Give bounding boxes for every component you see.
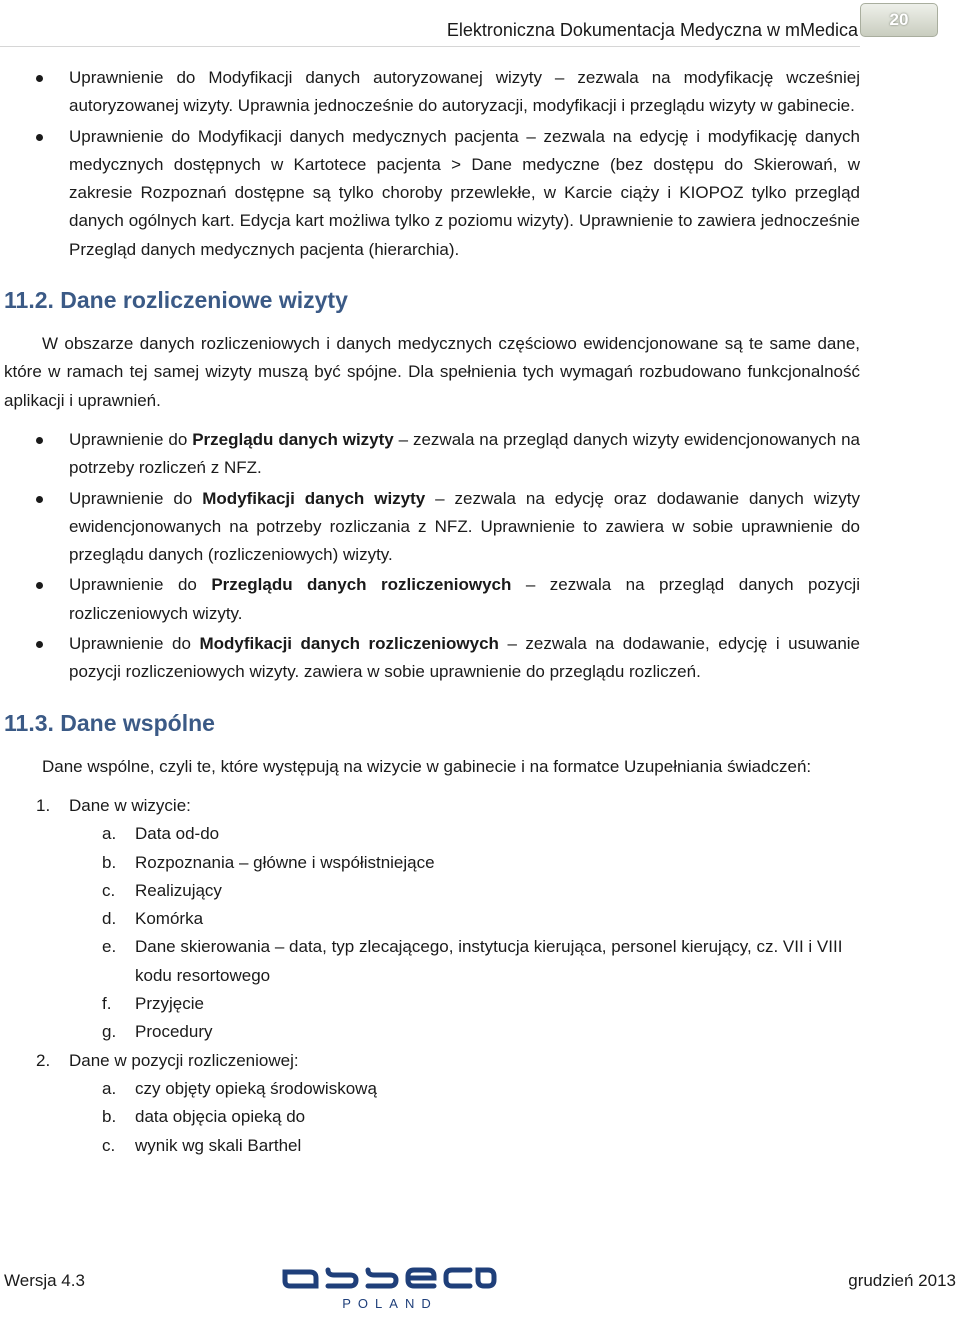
sub-list-item [102,849,861,877]
sub-item-letter: d. [102,909,117,929]
sub-item-letter: e. [102,937,117,957]
bullet-text: Uprawnienie do Modyfikacji danych medycznych pacjenta – zezwala na edycję i modyfikację danych medycznych dostępnych w Kartotece pacjenta > Dane medyczne (bez dostępu do Skierowań, w zakresie Rozpoznań dostępne są tylko choroby przewlekłe, w Karcie ciąży i KIOPOZ tylko przegląd danych ogólnych kart. Edycja kart możliwa tylko z poziomu wizyty). Uprawnienie to zawiera jednocześnie Przegląd danych medycznych pacjenta (hierarchia). [69,126,860,259]
sub-item-letter: a. [102,824,117,844]
bullet-text: Uprawnienie do [69,488,203,508]
bullet-bold-text: Modyfikacji danych rozliczeniowych [199,634,499,654]
bullet-bold-text: Modyfikacji danych wizyty [202,488,426,508]
sub-list-item [102,1075,861,1103]
sub-list [69,820,960,1046]
bullet-text: – zezwala na przegląd danych wizyty ewidencjonowanych na potrzeby rozliczeń z NFZ. [69,429,860,478]
sub-list-item [102,1018,861,1046]
bullet-dot-icon [36,437,43,444]
sub-item-text: Realizujący [135,880,222,900]
bullet-item [69,123,860,264]
sub-item-letter: a. [102,1078,117,1098]
footer-date: grudzień 2013 [848,1271,956,1290]
bullet-item [69,630,860,687]
sub-list-item [102,1132,861,1160]
asseco-logo [280,1266,500,1317]
bullet-item [69,426,860,483]
bullet-item [69,571,860,628]
item-label: Dane w wizycie: [69,795,191,815]
bullet-text: Uprawnienie do [69,575,212,595]
section-heading-11-2: 11.2. Dane rozliczeniowe wizyty [4,287,348,314]
section-heading-11-3: 11.3. Dane wspólne [4,709,215,736]
bullet-list-11-2 [0,426,960,687]
item-number: 2. [36,1050,51,1070]
bullet-text: – zezwala na przegląd danych pozycji rozliczeniowych wizyty. [69,575,860,623]
sub-item-letter: b. [102,852,117,872]
page-content [0,64,960,1160]
sub-item-letter: g. [102,1022,117,1042]
sub-item-text: czy objęty opieką środowiskową [135,1078,377,1098]
sub-item-letter: c. [102,1135,116,1155]
sub-item-text: wynik wg skali Barthel [135,1135,302,1155]
sub-list-item [102,1103,861,1131]
bullet-item [69,64,860,121]
document-header-title: Elektroniczna Dokumentacja Medyczna w mMedica [446,20,858,40]
sub-list-item [102,905,861,933]
page-number-badge: 20 [860,3,938,37]
sub-item-letter: c. [102,880,116,900]
bullet-text: Uprawnienie do [69,429,193,449]
sub-item-text: Przyjęcie [135,994,204,1014]
sub-list-item [102,877,861,905]
sub-item-letter: f. [102,994,112,1014]
header-divider [0,46,860,47]
logo-poland-text: POLAND [342,1296,438,1311]
numbered-item [36,792,960,1047]
bullet-text: Uprawnienie do [69,634,200,654]
bullet-list-top [0,64,960,264]
bullet-bold-text: Przeglądu danych wizyty [192,429,394,449]
bullet-bold-text: Przeglądu danych rozliczeniowych [211,575,512,595]
bullet-text: – zezwala na dodawanie, edycję i usuwanie pozycji rozliczeniowych wizyty. zawiera w sobie uprawnienie do przeglądu rozliczeń. [69,634,861,682]
section-11-3-paragraph: Dane wspólne, czyli te, które występują na wizycie w gabinecie i na formatce Uzupełniania świadczeń: [42,756,812,776]
bullet-dot-icon [36,75,43,82]
bullet-text: – zezwala na edycję oraz dodawanie danych wizyty ewidencjonowanych na potrzeby rozliczania z NFZ. Uprawnienie to zawiera w sobie uprawnienie do przeglądu danych (rozliczeniowych) wizyty. [69,488,861,565]
item-label: Dane w pozycji rozliczeniowej: [69,1050,299,1070]
sub-item-text: Procedury [135,1022,213,1042]
sub-list-item [102,820,861,848]
sub-item-letter: b. [102,1107,117,1127]
common-data-list [0,792,960,1160]
bullet-dot-icon [36,134,43,141]
sub-item-text: Dane skierowania – data, typ zlecającego, instytucja kierująca, personel kierujący, cz. VII i VIII kodu resortowego [135,937,843,985]
sub-item-text: data objęcia opieką do [135,1107,306,1127]
bullet-text: Uprawnienie do Modyfikacji danych autoryzowanej wizyty – zezwala na modyfikację wcześniej autoryzowanej wizyty. Uprawnia jednocześnie do autoryzacji, modyfikacji i przeglądu wizyty w gabinecie. [69,68,860,116]
sub-list [69,1075,960,1160]
sub-list-item [102,933,861,990]
bullet-item [69,485,860,570]
bullet-dot-icon [36,582,43,589]
section-11-2-paragraph: W obszarze danych rozliczeniowych i danych medycznych częściowo ewidencjonowane są te same dane, które w ramach tej samej wizyty muszą być spójne. Dla spełnienia tych wymagań rozbudowano funkcjonalność aplikacji i uprawnień. [4,334,860,410]
sub-item-text: Komórka [135,909,204,929]
numbered-item [36,1047,960,1160]
item-number: 1. [36,795,51,815]
sub-item-text: Data od-do [135,824,220,844]
sub-item-text: Rozpoznania – główne i współistniejące [135,852,435,872]
footer-version: Wersja 4.3 [4,1271,85,1290]
bullet-dot-icon [36,641,43,648]
bullet-dot-icon [36,496,43,503]
sub-list-item [102,990,861,1018]
